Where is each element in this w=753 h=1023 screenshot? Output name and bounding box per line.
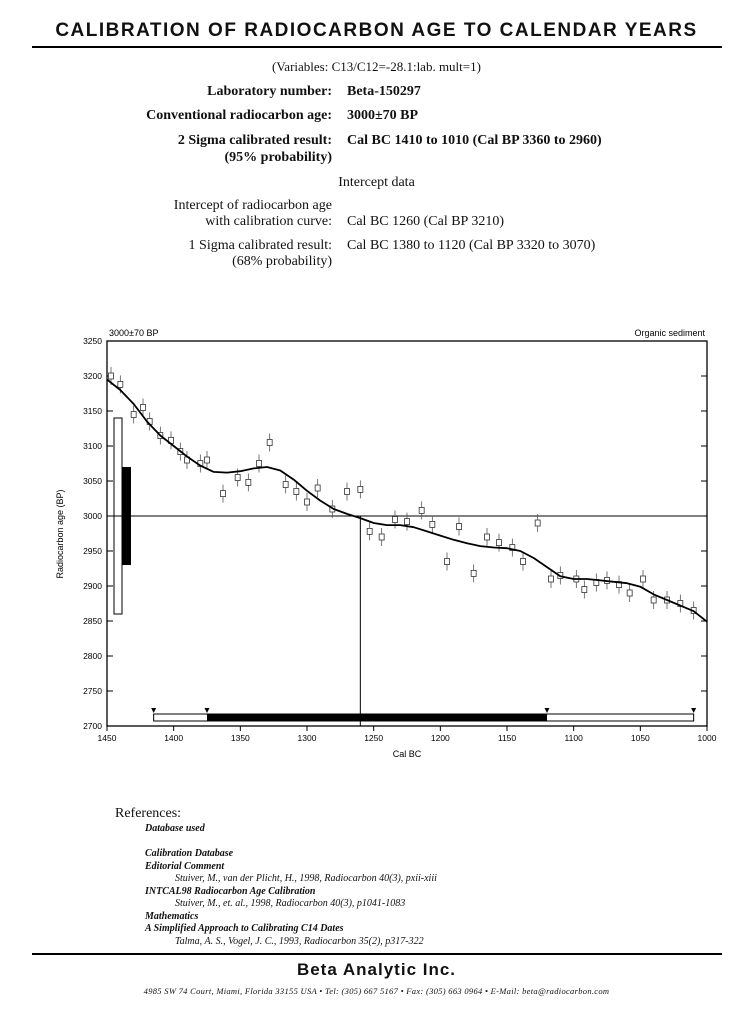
data-point [141, 405, 146, 411]
data-point [379, 534, 384, 540]
y-tick-label: 3150 [83, 406, 102, 416]
data-point [627, 590, 632, 596]
data-point [521, 559, 526, 565]
one-sigma-cal-bar [207, 714, 547, 721]
y-tick-label: 2900 [83, 581, 102, 591]
y-tick-label: 2850 [83, 616, 102, 626]
y-tick-label: 3000 [83, 511, 102, 521]
two-sigma-label: 2 Sigma calibrated result: [177, 133, 332, 148]
variables-line: (Variables: C13/C12=-28.1:lab. mult=1) [272, 59, 481, 74]
company-address: 4985 SW 74 Court, Miami, Florida 33155 USA • Tel: (305) 667 5167 • Fax: (305) 663 0964 • E-Mail: beta@radiocarbon.com [143, 986, 610, 996]
data-point [294, 489, 299, 495]
data-point [305, 499, 310, 505]
x-tick-label: 1050 [630, 733, 650, 743]
reference-line: Database used [145, 823, 205, 834]
data-point [235, 475, 240, 481]
intercept-value: Cal BC 1260 (Cal BP 3210) [347, 214, 504, 229]
reference-line: Stuiver, M., et. al., 1998, Radiocarbon 40(3), p1041-1083 [175, 898, 406, 909]
calibration-chart-svg [50, 324, 720, 764]
bottom-rule [32, 953, 722, 955]
reference-line: INTCAL98 Radiocarbon Age Calibration [145, 885, 316, 897]
y-axis-label: Radiocarbon age (BP) [55, 489, 65, 579]
x-tick-label: 1200 [430, 733, 450, 743]
x-tick-label: 1100 [564, 733, 583, 743]
top-rule [32, 46, 722, 48]
two-sigma-probability: (95% probability) [224, 150, 332, 165]
y-tick-label: 2700 [83, 721, 102, 731]
reference-line: Calibration Database [145, 848, 234, 859]
y-tick-label: 3250 [83, 336, 102, 346]
data-point [131, 412, 136, 418]
x-tick-label: 1000 [697, 733, 717, 743]
x-tick-label: 1400 [164, 733, 184, 743]
data-point [358, 486, 363, 492]
chart-title-left: 3000±70 BP [109, 328, 159, 338]
data-point [430, 521, 435, 527]
references-section [115, 806, 437, 948]
x-tick-label: 1150 [497, 733, 517, 743]
reference-line: A Simplified Approach to Calibrating C14 Dates [145, 923, 344, 934]
intercept-heading: Intercept data [338, 175, 415, 190]
range-marker [151, 708, 156, 713]
y-tick-label: 2800 [83, 651, 102, 661]
report-title: CALIBRATION OF RADIOCARBON AGE TO CALENDAR YEARS [55, 20, 698, 41]
references-heading: References: [115, 806, 182, 821]
data-point [283, 482, 288, 488]
data-point [205, 457, 210, 463]
conv-age-value: 3000±70 BP [347, 108, 419, 123]
data-point [267, 440, 272, 446]
conv-age-label: Conventional radiocarbon age: [146, 108, 332, 123]
data-point [118, 381, 123, 387]
lab-number-value: Beta-150297 [347, 84, 421, 99]
range-marker [691, 708, 696, 713]
data-point [582, 587, 587, 593]
two-sigma-value: Cal BC 1410 to 1010 (Cal BP 3360 to 2960) [347, 133, 602, 148]
data-point [651, 597, 656, 603]
y-tick-label: 2750 [83, 686, 102, 696]
y-tick-label: 3050 [83, 476, 102, 486]
intercept-label-2: with calibration curve: [205, 214, 332, 229]
data-point [549, 576, 554, 582]
y-tick-label: 3200 [83, 371, 102, 381]
data-point [257, 461, 262, 467]
x-tick-label: 1250 [364, 733, 384, 743]
one-sigma-label: 1 Sigma calibrated result: [188, 238, 332, 253]
range-marker [205, 708, 210, 713]
x-axis-label: Cal BC [392, 749, 422, 759]
y-tick-label: 2950 [83, 546, 102, 556]
data-point [221, 491, 226, 497]
x-tick-label: 1450 [97, 733, 117, 743]
company-name: Beta Analytic Inc. [296, 960, 457, 979]
reference-line: Editorial Comment [145, 860, 225, 872]
reference-line [145, 836, 437, 849]
plot-frame [107, 341, 707, 726]
data-point [457, 524, 462, 530]
x-tick-label: 1350 [230, 733, 250, 743]
data-point [393, 517, 398, 523]
data-point [345, 489, 350, 495]
data-point [109, 373, 114, 379]
one-sigma-probability: (68% probability) [232, 254, 332, 269]
data-point [535, 520, 540, 526]
one-sigma-value: Cal BC 1380 to 1120 (Cal BP 3320 to 3070) [347, 238, 596, 253]
y-tick-label: 3100 [83, 441, 102, 451]
calibration-chart [50, 324, 720, 764]
data-point [471, 570, 476, 576]
data-point [315, 485, 320, 491]
lab-number-label: Laboratory number: [207, 84, 332, 99]
reference-line: Mathematics [145, 910, 199, 922]
reference-line: Stuiver, M., van der Plicht, H., 1998, Radiocarbon 40(3), pxii-xiii [175, 873, 437, 884]
data-point [497, 540, 502, 546]
data-point [419, 507, 424, 513]
range-marker [545, 708, 550, 713]
data-point [641, 576, 646, 582]
data-point [445, 559, 450, 565]
x-tick-label: 1300 [297, 733, 317, 743]
data-point [367, 528, 372, 534]
intercept-label-1: Intercept of radiocarbon age [173, 198, 332, 213]
data-point [405, 519, 410, 525]
data-point [246, 479, 251, 485]
data-point [485, 534, 490, 540]
chart-title-right: Organic sediment [634, 328, 705, 338]
reference-line: Talma, A. S., Vogel, J. C., 1993, Radiocarbon 35(2), p317-322 [175, 935, 424, 947]
